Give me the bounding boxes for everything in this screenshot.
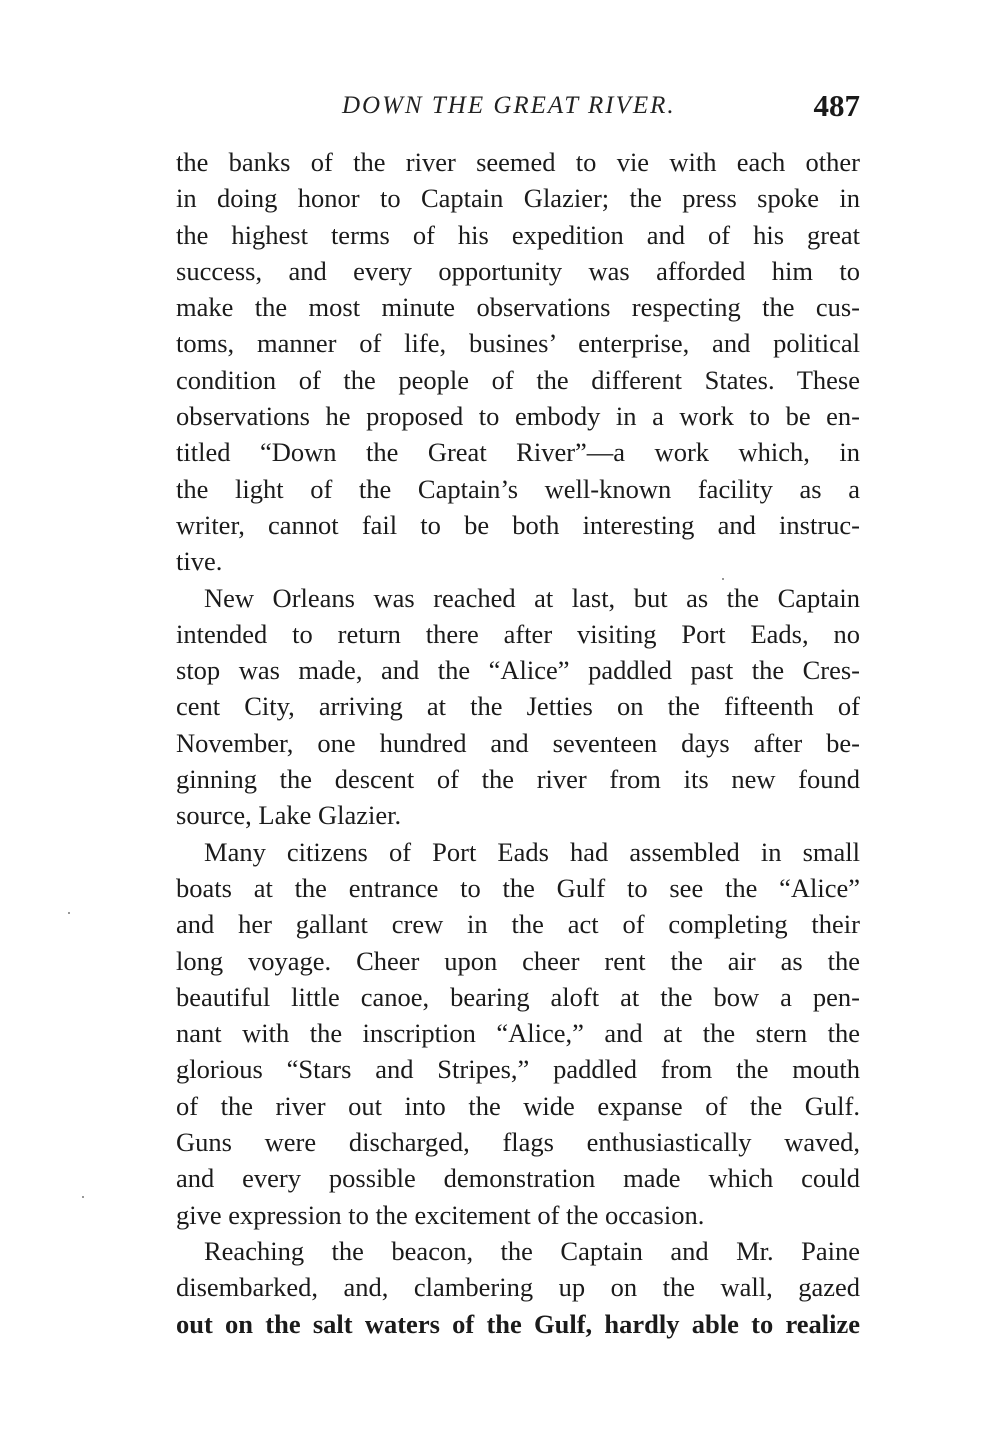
text-line: out on the salt waters of the Gulf, hardly able to realize [176,1308,860,1339]
text-line: the highest terms of his expedition and of his great [176,219,860,250]
text-line: disembarked, and, clambering up on the wall, gazed [176,1272,860,1303]
text-line: success, and every opportunity was afforded him to [176,255,860,286]
text-line: beautiful little canoe, bearing aloft at the bow a pen- [176,981,860,1012]
text-line: long voyage. Cheer upon cheer rent the air as the [176,945,860,976]
text-line: source, Lake Glazier. [176,800,402,831]
paragraph-3 [176,834,860,1233]
text-line: writer, cannot fail to be both interesting and instruc- [176,509,860,540]
text-line: ginning the descent of the river from its new found [176,764,860,795]
running-head [176,86,860,130]
text-line: tive. [176,546,223,577]
paragraph-4 [176,1233,860,1342]
text-line: New Orleans was reached at last, but as the Captain [204,582,860,613]
text-line: intended to return there after visiting Port Eads, no [176,618,860,649]
text-line: boats at the entrance to the Gulf to see the “Alice” [176,872,860,903]
paragraph-1 [176,144,860,580]
text-line: titled “Down the Great River”—a work which, in [176,437,860,468]
text-line: Many citizens of Port Eads had assembled in small [204,836,860,867]
body-text [176,144,860,1342]
running-title: DOWN THE GREAT RIVER. [342,92,676,119]
text-line: toms, manner of life, busines’ enterprise, and political [176,328,860,359]
paragraph-2 [176,580,860,834]
text-line: cent City, arriving at the Jetties on the fifteenth of [176,691,860,722]
text-line: observations he proposed to embody in a work to be en- [176,401,860,432]
text-line: and every possible demonstration made which could [176,1163,860,1194]
text-line: give expression to the excitement of the occasion. [176,1199,705,1230]
text-line: November, one hundred and seventeen days after be- [176,727,860,758]
text-line: the banks of the river seemed to vie with each other [176,147,860,177]
text-line: nant with the inscription “Alice,” and at the stern the [176,1018,860,1049]
text-line: stop was made, and the “Alice” paddled past the Cres- [176,655,860,686]
scan-speck [82,1196,84,1198]
text-line: of the river out into the wide expanse of the Gulf. [176,1090,860,1121]
scan-speck [68,912,70,914]
text-line: Guns were discharged, flags enthusiastically waved, [176,1127,860,1158]
text-line: condition of the people of the different States. These [176,364,860,395]
text-line: make the most minute observations respecting the cus- [176,292,860,323]
text-line: Reaching the beacon, the Captain and Mr. Paine [204,1235,860,1266]
text-line: and her gallant crew in the act of completing their [176,909,860,940]
scan-speck [722,578,724,580]
text-line: the light of the Captain’s well-known facility as a [176,473,860,504]
text-line: in doing honor to Captain Glazier; the press spoke in [176,183,860,214]
text-line: glorious “Stars and Stripes,” paddled from the mouth [176,1054,860,1085]
page-number: 487 [813,88,860,123]
